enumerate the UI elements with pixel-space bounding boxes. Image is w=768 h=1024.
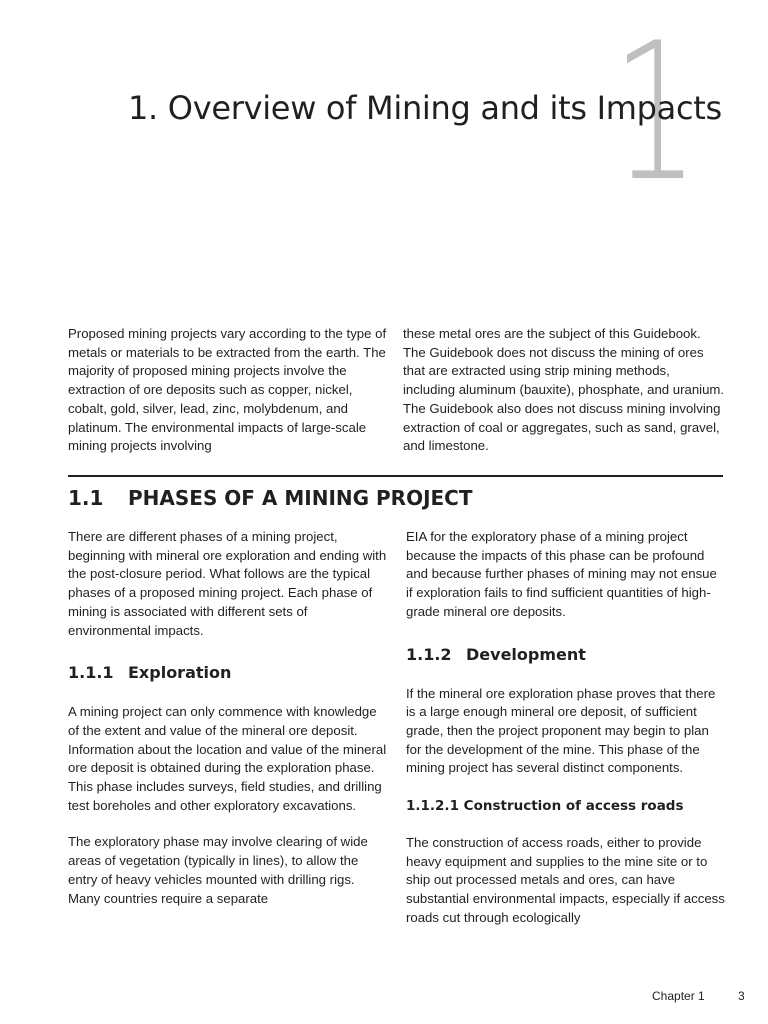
exploration-heading: [68, 662, 390, 684]
access-roads-paragraph: The construction of access roads, either to provide heavy equipment and supplies to the mine site or to ship out processed metals and ores, can have substantial environmental impacts, especially if access roads cut through ecologically: [406, 835, 725, 925]
section-divider: [68, 475, 723, 477]
section-intro-paragraph: There are different phases of a mining project, beginning with mineral ore exploration and ending with the post-closure period. What follows are the typical phases of a proposed mining project. Each phase of mining is associated with different sets of environmental impacts.: [68, 529, 387, 638]
exploration-number: 1.1.1: [68, 663, 114, 683]
exploration-title: Exploration: [128, 663, 232, 683]
access-roads-heading: 1.1.2.1 Construction of access roads: [406, 798, 684, 815]
footer-page-number: 3: [738, 989, 745, 1003]
intro-paragraph-left: Proposed mining projects vary according to the type of metals or materials to be extracted from the earth. The majority of proposed mining projects involve the extraction of ore deposits such as copper, nickel, cobalt, gold, silver, lead, zinc, molybdenum, and platinum. The environmental impacts of large-scale mining projects involving: [68, 326, 387, 454]
section-heading: [68, 484, 473, 512]
development-title: Development: [466, 644, 586, 664]
footer-chapter-label: Chapter 1: [652, 989, 705, 1003]
intro-column-left: [68, 325, 390, 456]
intro-column-right: [403, 325, 725, 456]
development-number: 1.1.2: [406, 644, 452, 664]
exploration-paragraph-3: EIA for the exploratory phase of a mining project because the impacts of this phase can be profound and because further phases of mining may not ensue if exploration fails to find sufficient quantities of high-grade mineral ore deposits.: [406, 529, 717, 619]
development-paragraph: If the mineral ore exploration phase proves that there is a large enough mineral ore deposit, of sufficient grade, then the project proponent may begin to plan for the development of the mine. This phase of the mining project has several distinct components.: [406, 685, 716, 776]
section-title: PHASES OF A MINING PROJECT: [128, 486, 473, 510]
section-number: 1.1: [68, 486, 104, 510]
chapter-title: 1. Overview of Mining and its Impacts: [128, 89, 722, 127]
development-heading: [406, 644, 726, 666]
exploration-paragraph-1: A mining project can only commence with knowledge of the extent and value of the mineral ore deposit. Information about the location and value of the mineral ore deposit is obtained during the exploration phase. This phase includes surveys, field studies, and drilling test boreholes and other exploratory excavations.: [68, 704, 387, 813]
body-column-right: [406, 528, 726, 928]
intro-paragraph-right: these metal ores are the subject of this Guidebook. The Guidebook does not discuss the mining of ores that are extracted using strip mining methods, including aluminum (bauxite), phosphate, and uranium. The Guidebook also does not discuss mining involving extraction of coal or aggregates, such as sand, gravel, and limestone.: [403, 326, 725, 454]
body-column-left: [68, 528, 390, 908]
exploration-paragraph-2: The exploratory phase may involve clearing of wide areas of vegetation (typically in lines), to allow the entry of heavy vehicles mounted with drilling rigs. Many countries require a separate: [68, 834, 368, 906]
chapter-number: 1: [612, 2, 700, 223]
